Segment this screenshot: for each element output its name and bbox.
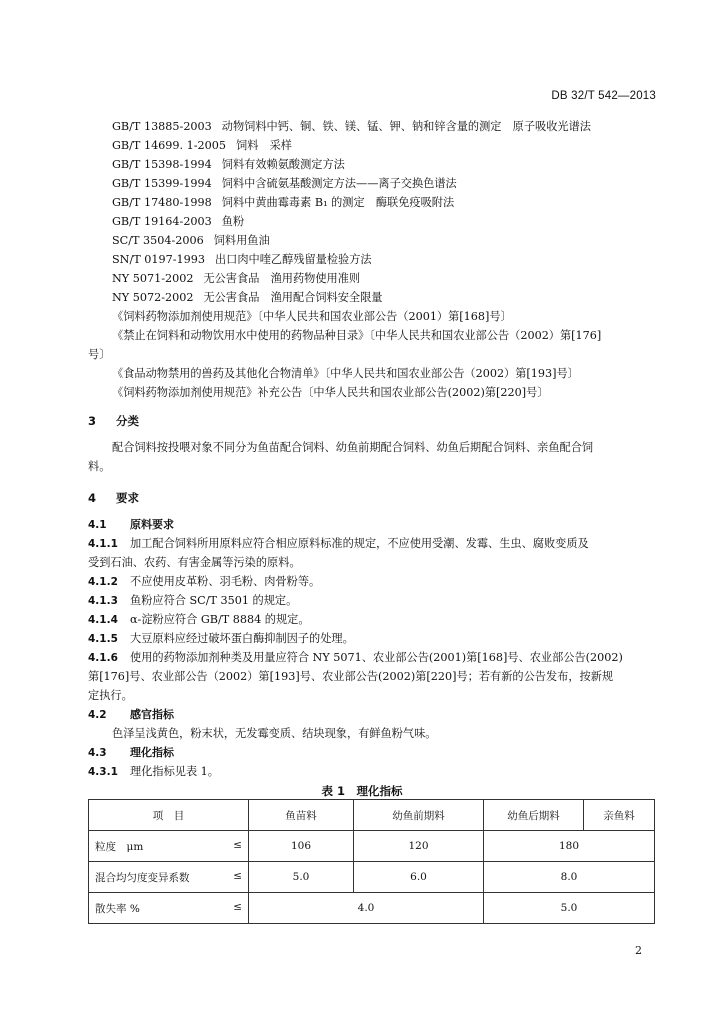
- table-header-row: [89, 800, 655, 831]
- table-header-cell: 项 目: [89, 800, 249, 831]
- table-header-cell: 幼鱼前期料: [354, 800, 484, 831]
- table-cell: 6.0: [354, 862, 484, 893]
- reference-item: GB/T 17480-1998 饲料中黄曲霉毒素 B₁ 的测定 酶联免疫吸附法: [112, 196, 455, 209]
- paragraph-continued: 料。: [88, 460, 111, 473]
- table-header-cell: 亲鱼料: [584, 800, 655, 831]
- clause-heading: 4.3 理化指标: [88, 746, 174, 759]
- notice-item: 《饲料药物添加剂使用规范》补充公告〔中华人民共和国农业部公告(2002)第[220]号〕: [112, 386, 549, 399]
- table-cell: 5.0: [484, 893, 655, 924]
- clause: 4.1.5 大豆原料应经过破坏蛋白酶抑制因子的处理。: [88, 632, 354, 645]
- clause: 4.1.2 不应使用皮革粉、羽毛粉、肉骨粉等。: [88, 575, 321, 588]
- table-row: [89, 893, 655, 924]
- clause-heading: 4.2 感官指标: [88, 708, 174, 721]
- clause: 4.1.6 使用的药物添加剂种类及用量应符合 NY 5071、农业部公告(2001)第[168]号、农业部公告(2002): [88, 651, 623, 664]
- page-number: 2: [635, 944, 642, 957]
- notice-item: 《食品动物禁用的兽药及其他化合物清单》〔中华人民共和国农业部公告（2002）第[193]号〕: [112, 367, 579, 380]
- reference-item: SN/T 0197-1993 出口肉中喹乙醇残留量检验方法: [112, 253, 372, 266]
- table-caption: 表 1 理化指标: [321, 784, 403, 798]
- notice-item: 《饲料药物添加剂使用规范》〔中华人民共和国农业部公告（2001）第[168]号〕: [112, 310, 512, 323]
- table-cell: 4.0: [249, 893, 484, 924]
- physicochemical-table: [88, 799, 655, 924]
- paragraph: 色泽呈浅黄色，粉末状，无发霉变质、结块现象，有鲜鱼粉气味。: [112, 727, 437, 740]
- clause: 4.3.1 理化指标见表 1。: [88, 765, 219, 778]
- table-header-cell: 鱼苗料: [249, 800, 354, 831]
- clause-continued: 第[176]号、农业部公告（2002）第[193]号、农业部公告(2002)第[220]号；若有新的公告发布，按新规: [88, 670, 614, 683]
- reference-item: GB/T 15398-1994 饲料有效赖氨酸测定方法: [112, 158, 345, 171]
- table-row: [89, 831, 655, 862]
- clause: 4.1.1 加工配合饲料所用原料应符合相应原料标准的规定，不应使用受潮、发霉、生虫、腐败变质及: [88, 537, 589, 550]
- reference-item: GB/T 19164-2003 鱼粉: [112, 215, 245, 228]
- reference-item: GB/T 15399-1994 饲料中含硫氨基酸测定方法——离子交换色谱法: [112, 177, 457, 190]
- clause: 4.1.3 鱼粉应符合 SC/T 3501 的规定。: [88, 594, 298, 607]
- reference-item: GB/T 14699. 1-2005 饲料 采样: [112, 139, 292, 152]
- reference-item: NY 5072-2002 无公害食品 渔用配合饲料安全限量: [112, 291, 383, 304]
- table-cell: 5.0: [249, 862, 354, 893]
- notice-item-continued: 号〕: [88, 348, 111, 361]
- clause-continued: 定执行。: [88, 689, 133, 702]
- table-header-cell: 幼鱼后期料: [484, 800, 584, 831]
- table-cell: 180: [484, 831, 655, 862]
- notice-item: 《禁止在饲料和动物饮用水中使用的药物品种目录》〔中华人民共和国农业部公告（2002）第[176]: [112, 329, 602, 342]
- table-cell: 粒度 μm ≤: [89, 831, 249, 862]
- section-heading: 4 要求: [88, 491, 139, 505]
- clause: 4.1.4 α-淀粉应符合 GB/T 8884 的规定。: [88, 613, 310, 626]
- table-cell: 混合均匀度变异系数 ≤: [89, 862, 249, 893]
- paragraph: 配合饲料按投喂对象不同分为鱼苗配合饲料、幼鱼前期配合饲料、幼鱼后期配合饲料、亲鱼配合饲: [112, 441, 594, 454]
- reference-item: NY 5071-2002 无公害食品 渔用药物使用准则: [112, 272, 361, 285]
- reference-item: GB/T 13885-2003 动物饲料中钙、铜、铁、镁、锰、钾、钠和锌含量的测定 原子吸收光谱法: [112, 120, 591, 133]
- clause-heading: 4.1 原料要求: [88, 518, 174, 531]
- section-heading: 3 分类: [88, 414, 139, 428]
- table-cell: 120: [354, 831, 484, 862]
- clause-continued: 受到石油、农药、有害金属等污染的原料。: [88, 556, 301, 569]
- table-cell: 散失率 % ≤: [89, 893, 249, 924]
- standard-number: DB 32/T 542—2013: [551, 90, 656, 102]
- table-cell: 8.0: [484, 862, 655, 893]
- table-cell: 106: [249, 831, 354, 862]
- reference-item: SC/T 3504-2006 饲料用鱼油: [112, 234, 270, 247]
- table-row: [89, 862, 655, 893]
